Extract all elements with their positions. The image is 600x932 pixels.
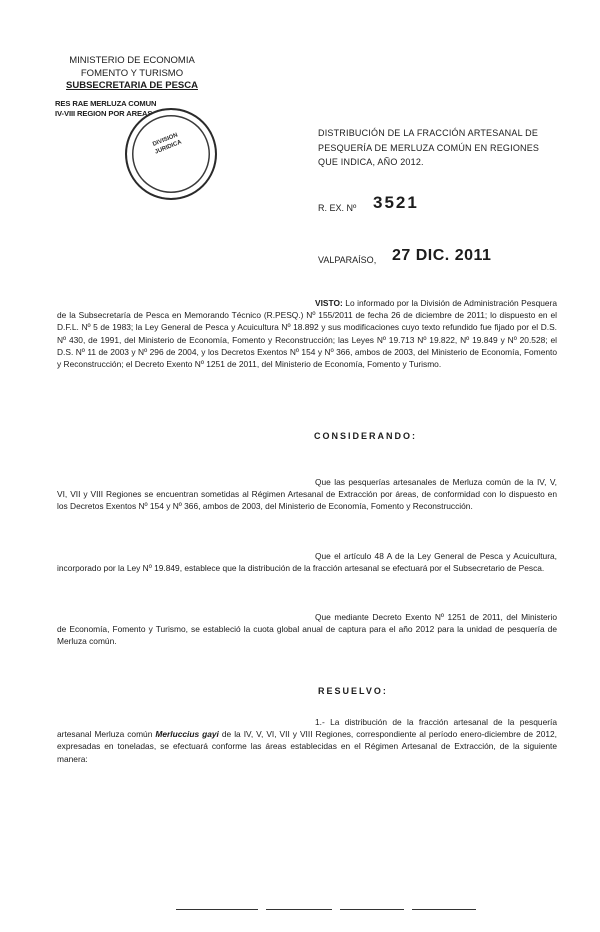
resuelvo-paragraph-1	[57, 716, 557, 765]
place-name: VALPARAÍSO,	[318, 255, 377, 265]
letterhead-subsecretaria: SUBSECRETARIA DE PESCA	[66, 80, 198, 91]
stamp-text: DIVISION JURIDICA	[152, 132, 183, 156]
visto-text: Lo informado por la División de Administración Pesquera de la Subsecretaría de Pesca en Memorando Técnico (R.PESQ.) Nº 155/2011 de fecha 26 de diciembre de 2011; lo dispuesto en el D.F.L. Nº 5 de 1983; la Ley General de Pesca y Acuicultura Nº 18.892 y sus modificaciones cuyo texto refundido fue fijado por el D.S. Nº 430, de 1991, del Ministerio de Economía, Fomento y Reconstrucción; las Leyes Nº 19.713 Nº 19.822, Nº 19.849 y Nº 20.528; el D.S. Nº 11 de 2003 y Nº 296 de 2004, y los Decretos Exentos Nº 154 y Nº 366, ambos de 2003, del Ministerio de Economía, Fomento y Reconstrucción; el Decreto Exento Nº 1251 de 2011, del Ministerio de Economía, Fomento y Turismo.	[57, 298, 557, 370]
resuelvo-text-start: 1.- La distribución de la fracción artesanal de la pesquería artesanal Merluza común	[57, 717, 557, 740]
bottom-rule-1	[176, 909, 258, 910]
bottom-rule-4	[412, 909, 476, 910]
letterhead	[57, 55, 207, 93]
resuelvo-heading: RESUELVO:	[318, 686, 388, 696]
letterhead-ministry-line2: FOMENTO Y TURISMO	[80, 67, 184, 79]
resuelvo-text-end: de la IV, V, VI, VII y VIII Regiones, correspondiente al período enero-diciembre de 2012, expresadas en toneladas, se efectuará conforme las áreas establecidas en el Régimen Artesanal de Extracción, de la siguiente manera:	[57, 729, 557, 764]
bottom-rule-2	[266, 909, 332, 910]
considerando-paragraph-3: Que mediante Decreto Exento Nº 1251 de 2011, del Ministerio de Economía, Fomento y Turismo, se estableció la cuota global anual de captura para el año 2012 para la unidad de pesquería de Merluza común.	[57, 612, 557, 647]
visto-paragraph	[57, 297, 557, 370]
considerando-paragraph-1: Que las pesquerías artesanales de Merluza común de la IV, V, VI, VII y VIII Regiones se encuentran sometidas al Régimen Artesanal de Extracción por áreas, de conformidad con lo dispuesto en los Decretos Exentos Nº 154 y Nº 366, ambos de 2003, del Ministerio de Economía, Fomento y Reconstrucción.	[57, 477, 557, 512]
species-name: Merluccius gayi	[155, 729, 219, 740]
official-seal-stamp	[125, 108, 217, 200]
reference-line-1: RES RAE MERLUZA COMUN	[55, 99, 157, 108]
considerando-paragraph-2: Que el artículo 48 A de la Ley General de Pesca y Acuicultura, incorporado por la Ley Nº 19.849, establece que la distribución de la fracción artesanal se efectuará por el Subsecretario de Pesca.	[57, 551, 557, 574]
visto-lead: VISTO:	[315, 298, 343, 308]
considerando-heading: CONSIDERANDO:	[314, 431, 418, 441]
resolution-label: R. EX. Nº	[318, 203, 357, 213]
resolution-number: 3521	[373, 193, 419, 212]
document-date: 27 DIC. 2011	[392, 247, 492, 264]
document-title: DISTRIBUCIÓN DE LA FRACCIÓN ARTESANAL DE PESQUERÍA DE MERLUZA COMÚN EN REGIONES QUE INDICA, AÑO 2012.	[318, 128, 540, 167]
bottom-rule-3	[340, 909, 404, 910]
reference-line-2: IV-VIII REGION POR AREAS	[55, 109, 153, 118]
letterhead-ministry: MINISTERIO DE ECONOMIA	[69, 55, 195, 66]
